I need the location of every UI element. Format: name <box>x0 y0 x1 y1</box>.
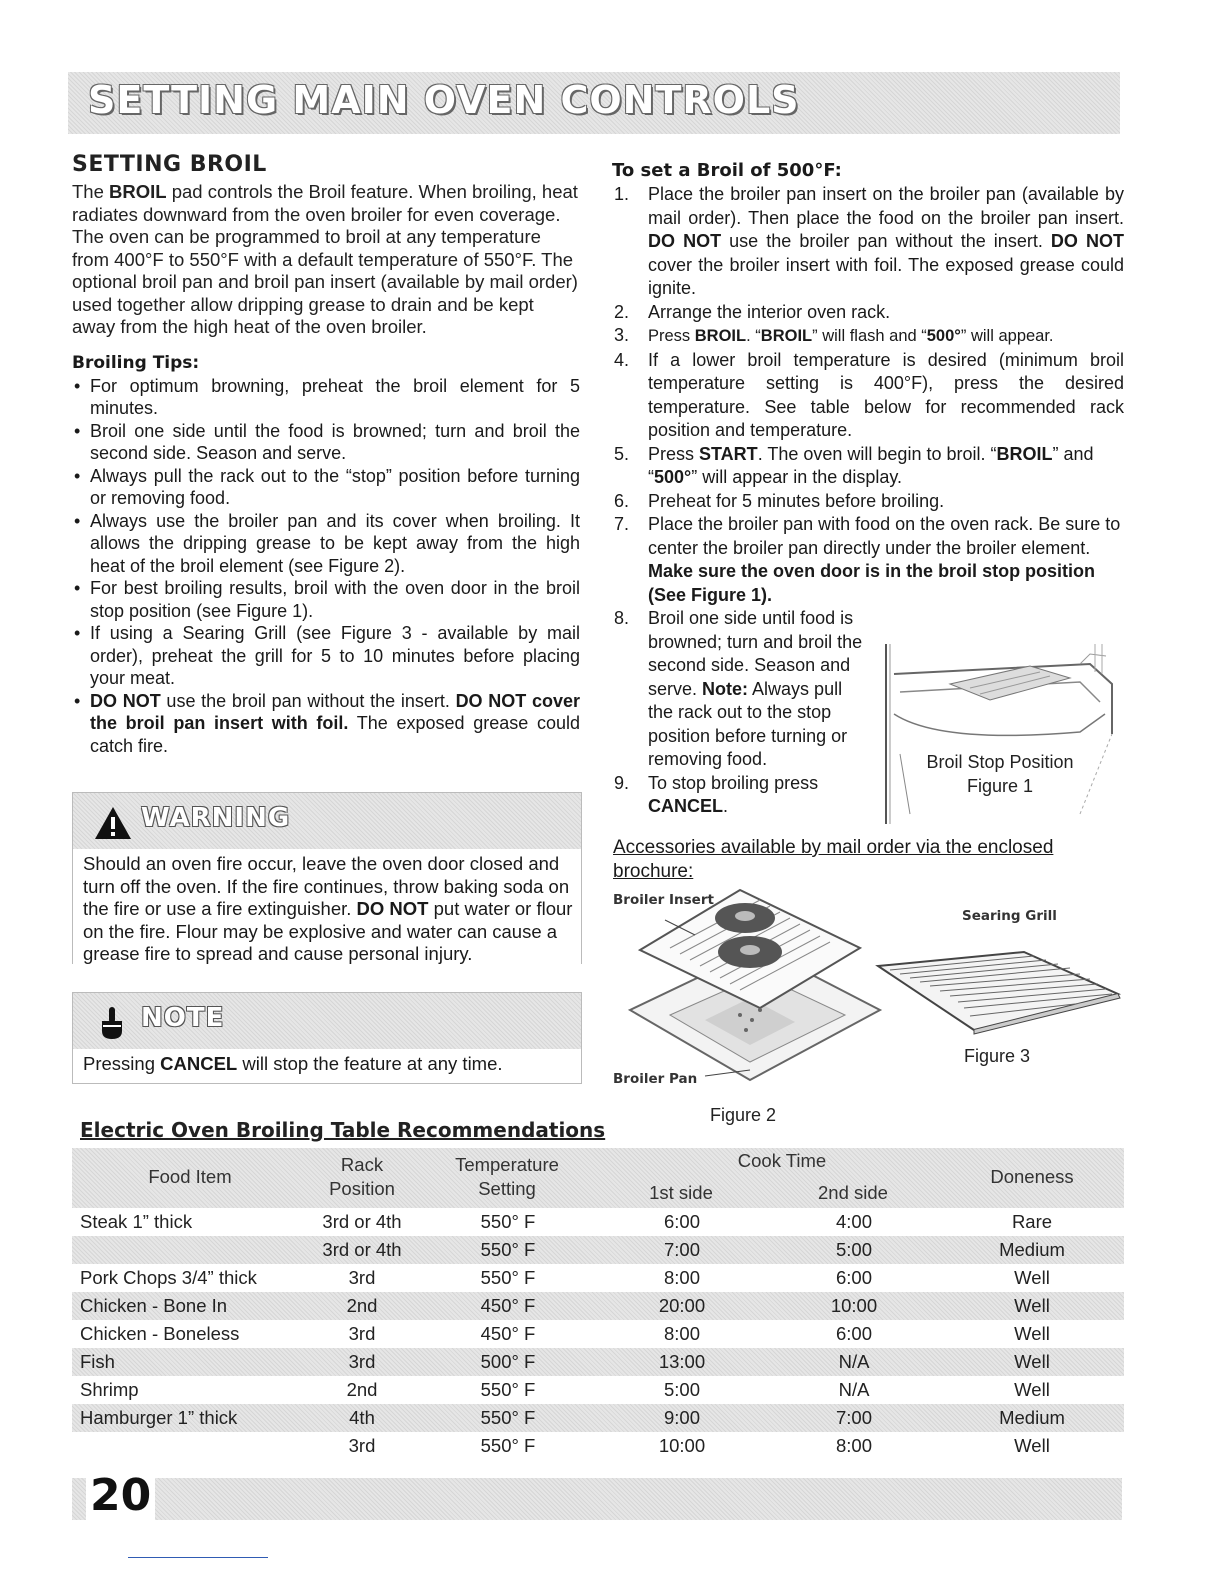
doneness-cell: Medium <box>999 1239 1065 1260</box>
step-text <box>648 184 1124 298</box>
text-run: ” will appear. <box>960 327 1054 345</box>
rack-position-cell: 2nd <box>346 1379 378 1400</box>
tip-item <box>72 420 580 465</box>
step-item <box>612 443 1124 490</box>
bold-text: BROIL <box>760 327 813 345</box>
text-run: The <box>72 181 110 202</box>
step-text <box>648 514 1120 605</box>
text-run: Place the broiler pan insert on the broiler pan (available by mail order). Then place the food on the broiler pan insert. <box>648 184 1124 228</box>
doneness-cell: Well <box>1014 1267 1050 1288</box>
temperature-cell: 550° F <box>480 1435 536 1456</box>
step-item <box>612 301 1124 325</box>
warning-text <box>73 849 581 972</box>
left-column <box>72 152 580 757</box>
table-row <box>72 1376 1124 1404</box>
first-side-cell: 7:00 <box>663 1239 700 1260</box>
broiling-tips-list <box>72 375 580 758</box>
page-title: SETTING MAIN OVEN CONTROLS <box>88 78 800 122</box>
page-number: 20 <box>86 1470 155 1521</box>
table-row <box>72 1404 1124 1432</box>
note-callout <box>72 992 582 1084</box>
doneness-cell: Medium <box>999 1407 1065 1428</box>
temperature-cell: 550° F <box>480 1407 536 1428</box>
step-text <box>648 302 890 322</box>
bold-text: DO NOT <box>648 231 722 251</box>
header-food-item: Food Item <box>148 1166 232 1187</box>
header-second-side: 2nd side <box>818 1182 888 1203</box>
food-item-cell: Shrimp <box>80 1379 139 1400</box>
step-text <box>648 773 818 817</box>
table-body <box>72 1208 1124 1460</box>
table-header-row <box>72 1148 1124 1208</box>
broiler-pan-label: Broiler Pan <box>613 1071 698 1087</box>
text-run: The exposed grease could catch fire. <box>90 713 580 756</box>
text-run: . The oven will begin to broil. “ <box>757 443 997 464</box>
step-number: 6. <box>614 490 630 511</box>
second-side-cell: 6:00 <box>835 1323 872 1344</box>
table-row <box>72 1432 1124 1460</box>
text-run: ” will flash and “ <box>812 327 927 345</box>
bold-text: 500° <box>654 467 692 487</box>
warning-header <box>73 793 581 849</box>
rack-position-cell: 3rd or 4th <box>322 1239 402 1260</box>
text-run: put water or flour on the fire. Flour may be explosive and water can cause a grease fire to spread and cause personal injury. <box>83 898 573 964</box>
broiling-table-title: Electric Oven Broiling Table Recommendations <box>80 1118 606 1142</box>
bold-text: DO NOT <box>356 898 429 919</box>
second-side-cell: 4:00 <box>835 1211 872 1232</box>
temperature-cell: 550° F <box>480 1211 536 1232</box>
page-number-bar <box>72 1470 1122 1521</box>
step-text <box>648 350 1124 441</box>
broiler-insert-label: Broiler Insert <box>613 892 714 908</box>
doneness-cell: Rare <box>1011 1211 1053 1232</box>
header-rack-line2: Position <box>329 1178 395 1199</box>
warning-title: WARNING <box>141 803 291 833</box>
food-item-cell: Fish <box>80 1351 115 1372</box>
text-run: Press <box>648 443 700 464</box>
step-number: 8. <box>614 608 630 628</box>
rack-position-cell: 3rd <box>348 1323 376 1344</box>
second-side-cell: 6:00 <box>835 1267 872 1288</box>
temperature-cell: 550° F <box>480 1267 536 1288</box>
text-run: Place the broiler pan with food on the oven rack. Be sure to center the broiler pan directly under the broiler element. <box>648 514 1121 558</box>
food-item-cell: Pork Chops 3/4” thick <box>80 1267 257 1288</box>
broiling-table <box>72 1148 1124 1460</box>
step-item <box>612 349 1124 443</box>
note-header <box>73 993 581 1049</box>
text-run: If a lower broil temperature is desired (minimum broil temperature setting is 400°F), press the desired temperature. See table below for recommended rack position and temperature. <box>648 349 1124 440</box>
bold-text: DO NOT <box>1050 231 1124 251</box>
doneness-cell: Well <box>1014 1379 1050 1400</box>
tip-item <box>72 577 580 622</box>
temperature-cell: 500° F <box>480 1351 536 1372</box>
first-side-cell: 10:00 <box>658 1435 706 1456</box>
step-number: 4. <box>614 349 630 370</box>
text-run: Broil one side until the food is browned; turn and broil the second side. Season and serve. <box>90 420 580 463</box>
table-row <box>72 1292 1124 1320</box>
accessories-note: Accessories available by mail order via the enclosed brochure: <box>613 837 1054 882</box>
page-header-banner <box>68 72 1120 134</box>
text-run: use the broil pan without the insert. <box>160 690 456 711</box>
section-title: SETTING BROIL <box>72 152 267 177</box>
rack-position-cell: 4th <box>349 1407 375 1428</box>
note-title: NOTE <box>141 1003 225 1033</box>
figure-3-caption: Figure 3 <box>964 1046 1031 1066</box>
step-item <box>612 183 1124 301</box>
text-run: Arrange the interior oven rack. <box>648 301 891 322</box>
doneness-cell: Well <box>1014 1351 1050 1372</box>
bold-text: Note: <box>702 678 749 699</box>
figure-1-caption: Figure 1 <box>966 776 1034 796</box>
step-text <box>648 444 1094 488</box>
step-text <box>648 327 1054 345</box>
step-number: 9. <box>614 772 630 793</box>
broiling-tips-title: Broiling Tips: <box>72 352 200 373</box>
text-run: pad controls the Broil feature. When broiling, heat radiates downward from the oven broiler for even coverage. The oven can be programmed to broil at any temperature from 400°F to 550°F with a default temperature of 550°F. The optional broil pan and broil pan insert (available by mail order) used together allow dripping grease to drain and be kept away from the high heat of the oven broiler. <box>72 181 578 337</box>
broil-intro <box>72 181 580 339</box>
note-text <box>73 1049 581 1082</box>
header-temp-line2: Setting <box>478 1178 536 1199</box>
table-row <box>72 1236 1124 1264</box>
bold-text: START <box>699 443 758 464</box>
figure-1 <box>880 644 1120 824</box>
text-run: will stop the feature at any time. <box>237 1053 503 1074</box>
footer-rule <box>128 1557 268 1558</box>
text-run: Pressing <box>83 1053 161 1074</box>
doneness-cell: Well <box>1014 1435 1050 1456</box>
temperature-cell: 450° F <box>480 1295 536 1316</box>
step-item <box>612 324 1124 349</box>
bold-text: BROIL <box>109 181 167 202</box>
step-number: 1. <box>614 184 630 204</box>
text-run: . “ <box>746 327 761 345</box>
text-run: use the broiler pan without the insert. <box>721 231 1051 251</box>
header-temp-line1: Temperature <box>455 1154 559 1175</box>
bold-text: CANCEL <box>648 796 723 816</box>
second-side-cell: N/A <box>838 1351 870 1372</box>
figure-1-label: Broil Stop Position <box>926 752 1074 772</box>
header-doneness: Doneness <box>990 1166 1074 1187</box>
step-number: 7. <box>614 514 630 534</box>
text-run: ” and “ <box>648 443 1094 487</box>
table-row <box>72 1320 1124 1348</box>
rack-position-cell: 3rd or 4th <box>322 1211 402 1232</box>
text-run: Preheat for 5 minutes before broiling. <box>648 490 945 511</box>
note-hand-icon <box>97 1005 127 1041</box>
second-side-cell: 7:00 <box>835 1407 872 1428</box>
header-rack-line1: Rack <box>340 1154 384 1175</box>
tip-item <box>72 510 580 578</box>
step-item <box>612 513 1124 607</box>
text-run: Press <box>648 327 695 345</box>
rack-position-cell: 3rd <box>348 1435 376 1456</box>
step-number: 3. <box>614 325 630 345</box>
rack-position-cell: 2nd <box>346 1295 378 1316</box>
tip-item <box>72 465 580 510</box>
bold-text: DO NOT <box>90 690 161 711</box>
warning-icon <box>93 805 133 841</box>
warning-callout <box>72 792 582 964</box>
rack-position-cell: 3rd <box>348 1351 376 1372</box>
header-first-side: 1st side <box>649 1182 713 1203</box>
text-run: To stop broiling press <box>648 772 819 793</box>
text-run: Always pull the rack out to the stop position before turning or removing food. <box>648 678 848 769</box>
second-side-cell: 10:00 <box>830 1295 878 1316</box>
temperature-cell: 550° F <box>480 1379 536 1400</box>
table-row <box>72 1348 1124 1376</box>
text-run: Broil one side until food is browned; turn and broil the second side. Season and serve. <box>648 608 863 699</box>
first-side-cell: 20:00 <box>658 1295 706 1316</box>
bold-text: 500° <box>926 327 961 345</box>
text-run: For optimum browning, preheat the broil element for 5 minutes. <box>90 375 580 418</box>
bold-text: BROIL <box>694 327 747 345</box>
searing-grill-illustration <box>874 946 1124 1036</box>
text-run: For best broiling results, broil with the oven door in the broil stop position (see Figure 1). <box>90 578 580 621</box>
text-run: Should an oven fire occur, leave the oven door closed and turn off the oven. If the fire continues, throw baking soda on the fire or use a fire extinguisher. <box>83 853 570 919</box>
first-side-cell: 9:00 <box>663 1407 700 1428</box>
oven-door-illustration <box>880 644 1120 824</box>
steps-title: To set a Broil of 500°F: <box>612 160 842 181</box>
text-run: If using a Searing Grill (see Figure 3 - available by mail order), preheat the grill for 5 to 10 minutes before placing your meat. <box>90 623 580 688</box>
text-run: Always pull the rack out to the “stop” position before turning or removing food. <box>90 465 580 508</box>
step-item <box>612 490 1124 514</box>
food-item-cell: Chicken - Boneless <box>80 1323 240 1344</box>
bold-text: Make sure the oven door is in the broil stop position (See Figure 1). <box>648 561 1096 605</box>
tip-item <box>72 622 580 690</box>
second-side-cell: N/A <box>838 1379 870 1400</box>
figure-2-caption: Figure 2 <box>710 1105 777 1125</box>
step-text <box>648 491 944 511</box>
food-item-cell: Chicken - Bone In <box>80 1295 228 1316</box>
food-item-cell: Hamburger 1” thick <box>80 1407 238 1428</box>
first-side-cell: 13:00 <box>658 1351 706 1372</box>
step-text <box>648 608 862 769</box>
text-run: . <box>723 796 729 816</box>
text-run: cover the broiler insert with foil. The exposed grease could ignite. <box>648 254 1124 298</box>
header-cook-time: Cook Time <box>737 1150 827 1171</box>
first-side-cell: 8:00 <box>663 1267 700 1288</box>
rack-position-cell: 3rd <box>348 1267 376 1288</box>
second-side-cell: 8:00 <box>835 1435 872 1456</box>
doneness-cell: Well <box>1014 1323 1050 1344</box>
broiler-pan-illustration <box>610 880 900 1100</box>
table-row <box>72 1264 1124 1292</box>
first-side-cell: 5:00 <box>663 1379 700 1400</box>
searing-grill-label: Searing Grill <box>962 908 1057 924</box>
temperature-cell: 450° F <box>480 1323 536 1344</box>
tip-item <box>72 375 580 420</box>
second-side-cell: 5:00 <box>835 1239 872 1260</box>
first-side-cell: 8:00 <box>663 1323 700 1344</box>
bold-text: DO NOT cover the broil pan insert with foil. <box>90 690 581 733</box>
bold-text: BROIL <box>996 443 1053 464</box>
text-run: ” will appear in the display. <box>691 467 903 487</box>
first-side-cell: 6:00 <box>663 1211 700 1232</box>
step-number: 5. <box>614 443 630 464</box>
tip-item <box>72 690 580 758</box>
text-run: Always use the broiler pan and its cover when broiling. It allows the dripping grease to be kept away from the high heat of the broil element (see Figure 2). <box>90 510 580 576</box>
food-item-cell: Steak 1” thick <box>80 1211 193 1232</box>
doneness-cell: Well <box>1014 1295 1050 1316</box>
bold-text: CANCEL <box>160 1053 238 1074</box>
table-row <box>72 1208 1124 1236</box>
temperature-cell: 550° F <box>480 1239 536 1260</box>
step-number: 2. <box>614 301 630 322</box>
